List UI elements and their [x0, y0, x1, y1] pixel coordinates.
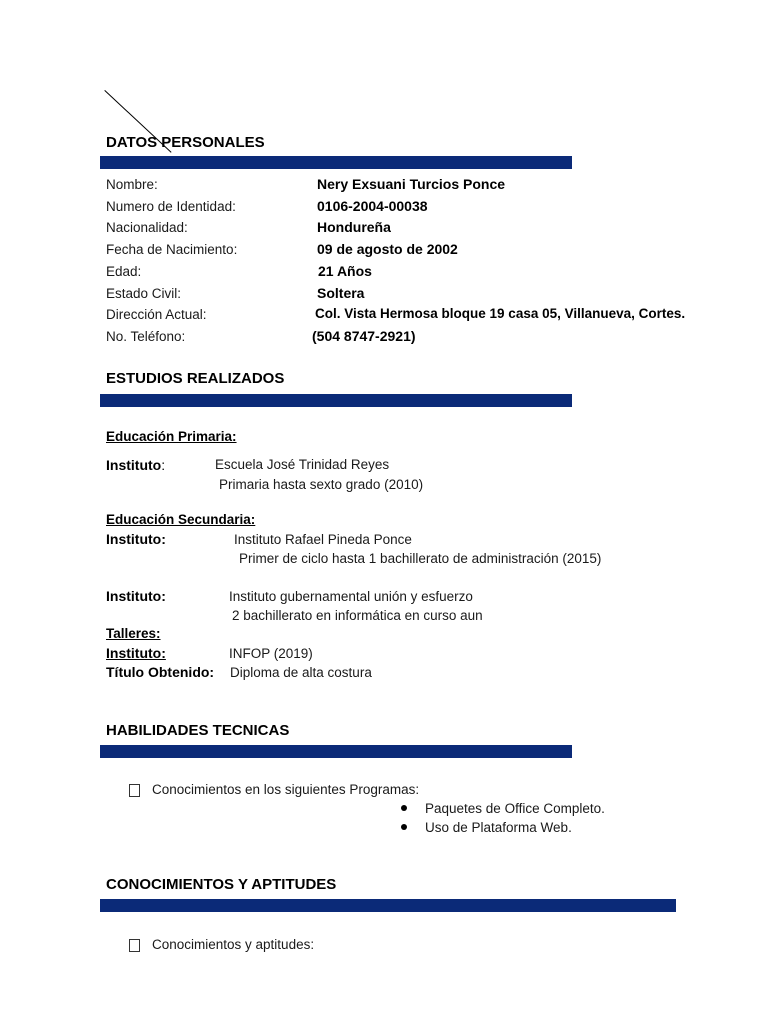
primaria-detail: Primaria hasta sexto grado (2010)	[219, 477, 424, 492]
section-bar-estudios	[100, 394, 572, 407]
value-nacionalidad: Hondureña	[317, 219, 391, 235]
value-edad: 21 Años	[318, 263, 372, 279]
label-telefono: No. Teléfono:	[106, 329, 186, 344]
heading-educacion-primaria: Educación Primaria:	[106, 429, 237, 444]
label-instituto-secundaria-2: Instituto:	[106, 588, 166, 604]
value-identidad: 0106-2004-00038	[317, 198, 428, 214]
label-instituto-secundaria: Instituto:	[106, 531, 166, 547]
section-bar-conocimientos	[100, 899, 676, 912]
secundaria2-school: Instituto gubernamental unión y esfuerzo	[229, 589, 473, 604]
label-instituto-primaria: Instituto:	[106, 457, 166, 473]
checkbox-icon	[129, 784, 140, 797]
label-nacionalidad: Nacionalidad:	[106, 220, 188, 235]
value-telefono: (504 8747-2921)	[312, 328, 416, 344]
secundaria-detail: Primer de ciclo hasta 1 bachillerato de administración (2015)	[239, 551, 602, 566]
value-nombre: Nery Exsuani Turcios Ponce	[317, 176, 506, 192]
label-titulo-obtenido: Título Obtenido:	[106, 664, 215, 680]
section-bar-habilidades	[100, 745, 572, 758]
heading-talleres: Talleres:	[106, 626, 161, 641]
value-estado-civil: Soltera	[317, 285, 365, 301]
secundaria2-detail: 2 bachillerato en informática en curso aun	[232, 608, 483, 623]
section-heading-estudios: ESTUDIOS REALIZADOS	[106, 370, 285, 387]
section-heading-conocimientos: CONOCIMIENTOS Y APTITUDES	[106, 876, 337, 893]
secundaria-school: Instituto Rafael Pineda Ponce	[234, 532, 412, 547]
label-direccion: Dirección Actual:	[106, 307, 207, 322]
value-nacimiento: 09 de agosto de 2002	[317, 241, 458, 257]
section-heading-datos: DATOS PERSONALES	[106, 134, 265, 151]
label-instituto-talleres: Instituto:	[106, 645, 166, 661]
titulo-obtenido-value: Diploma de alta costura	[230, 665, 372, 680]
label-nombre: Nombre:	[106, 177, 158, 192]
value-direccion: Col. Vista Hermosa bloque 19 casa 05, Villanueva, Cortes.	[315, 306, 686, 321]
label-identidad: Numero de Identidad:	[106, 199, 236, 214]
bullet-icon	[401, 824, 407, 830]
heading-educacion-secundaria: Educación Secundaria:	[106, 512, 256, 527]
checkbox-icon	[129, 939, 140, 952]
talleres-school: INFOP (2019)	[229, 646, 313, 661]
aptitudes-item: Conocimientos y aptitudes:	[152, 937, 315, 952]
label-estado-civil: Estado Civil:	[106, 286, 182, 301]
section-bar-datos	[100, 156, 572, 169]
label-edad: Edad:	[106, 264, 142, 279]
skills-bullet-office: Paquetes de Office Completo.	[425, 801, 605, 816]
skills-item: Conocimientos en los siguientes Programas:	[152, 782, 420, 797]
bullet-icon	[401, 805, 407, 811]
primaria-school: Escuela José Trinidad Reyes	[215, 457, 390, 472]
section-heading-habilidades: HABILIDADES TECNICAS	[106, 722, 290, 739]
label-nacimiento: Fecha de Nacimiento:	[106, 242, 238, 257]
skills-bullet-web: Uso de Plataforma Web.	[425, 820, 572, 835]
